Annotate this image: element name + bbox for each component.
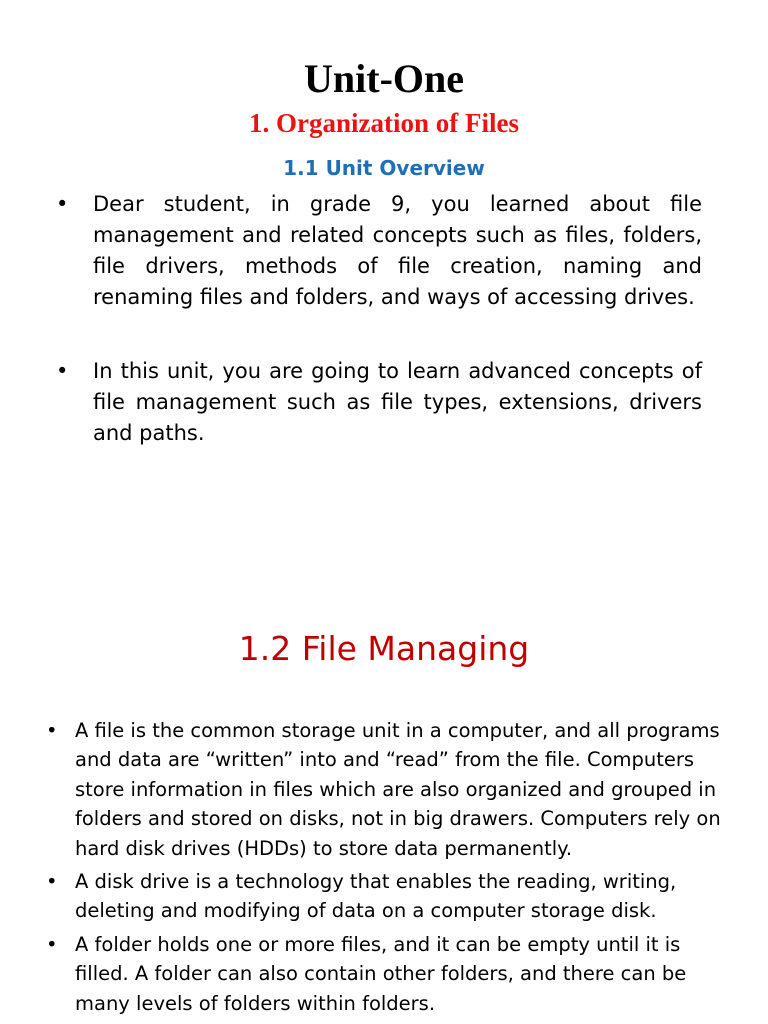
bullet-icon: • <box>46 719 58 742</box>
bullet-icon: • <box>56 192 69 216</box>
list-item <box>46 930 726 1018</box>
file-managing-heading: 1.2 File Managing <box>238 629 530 668</box>
bullet-text: A folder holds one or more files, and it can be empty until it is filled. A folder can also contain other folders, and there can be many levels of folders within folders. <box>75 932 687 1015</box>
bullet-text: A disk drive is a technology that enables the reading, writing, deleting and modifying of data on a computer storage disk. <box>75 870 677 923</box>
chapter-heading: 1. Organization of Files <box>249 108 519 138</box>
list-item <box>56 189 702 313</box>
list-item <box>46 867 726 926</box>
list-item <box>56 356 702 449</box>
bullet-text: In this unit, you are going to learn advanced concepts of file management such as file types, extensions, drivers and paths. <box>93 359 702 445</box>
file-managing-bullet-list <box>46 716 726 1022</box>
bullet-text: A file is the common storage unit in a computer, and all programs and data are “written” into and “read” from the file. Computers store information in files which are also organized and grouped in folders and stored on disks, not in big drawers. Computers rely on hard disk drives (HDDs) to store data permanently. <box>75 719 721 860</box>
list-item <box>46 716 726 863</box>
unit-overview-heading: 1.1 Unit Overview <box>283 156 485 180</box>
bullet-icon: • <box>46 932 58 956</box>
overview-bullet-list <box>56 189 702 492</box>
page-title: Unit-One <box>304 56 464 101</box>
bullet-icon: • <box>56 359 69 383</box>
bullet-text: Dear student, in grade 9, you learned about file management and related concepts such as files, folders, file drivers, methods of file creation, naming and renaming files and folders, and ways of accessing drives. <box>93 192 702 309</box>
bullet-icon: • <box>46 870 58 894</box>
